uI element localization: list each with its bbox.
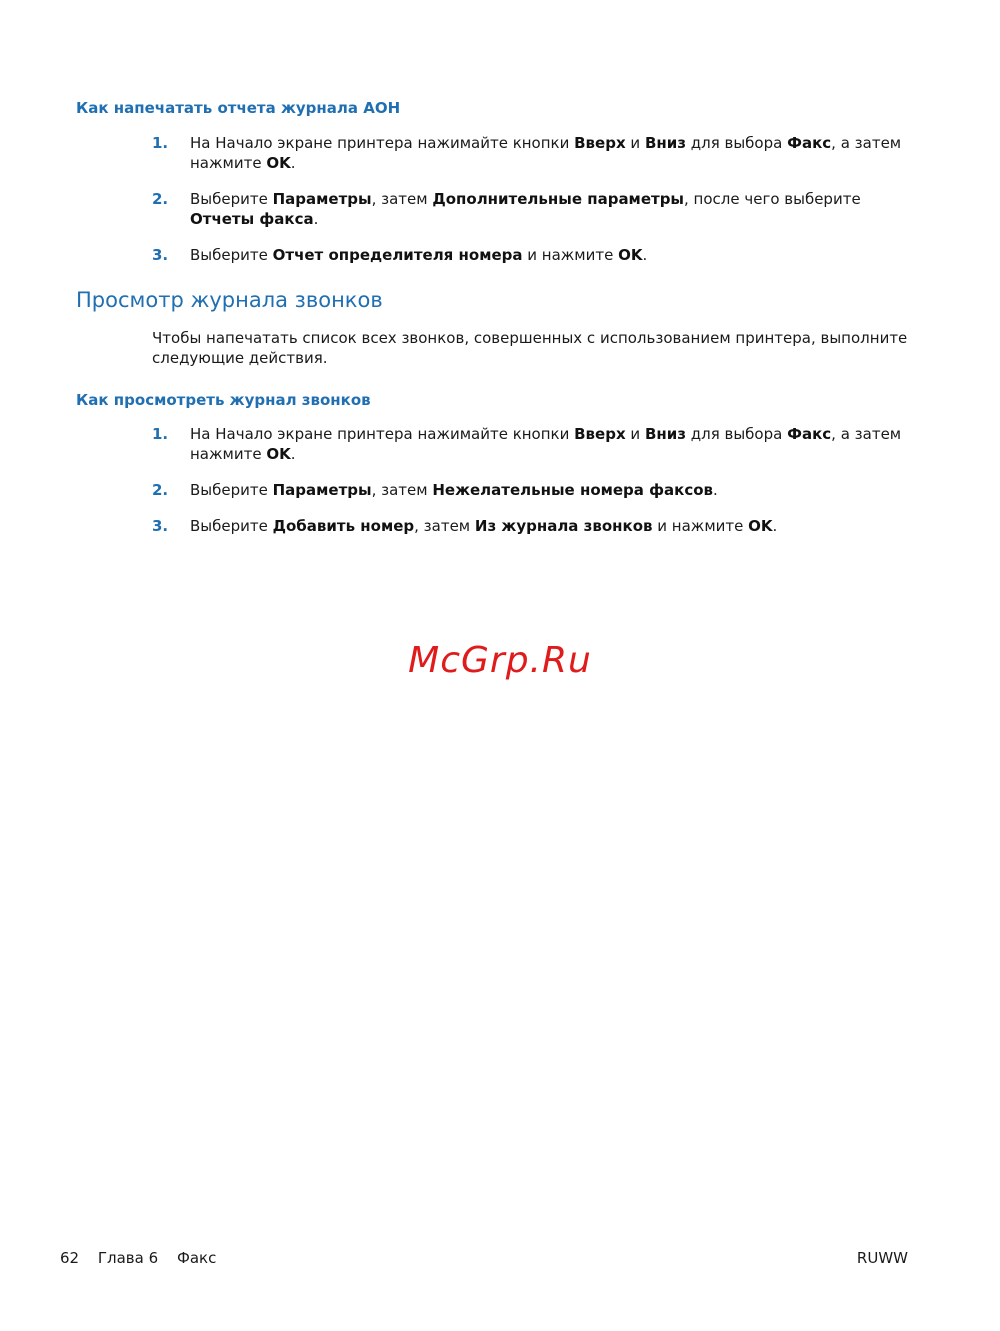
list-item (152, 133, 912, 173)
step-text-run: . (313, 210, 319, 228)
ui-term: Отчеты факса (190, 210, 314, 228)
step-number: 3. (152, 246, 169, 264)
ui-term: Из журнала звонков (474, 517, 653, 535)
step-text-run: На Начало экране принтера нажимайте кнопки (190, 134, 575, 152)
step-number: 2. (152, 481, 169, 499)
step-text (190, 246, 647, 264)
list-item (152, 245, 912, 265)
ui-term: OK (618, 246, 643, 264)
step-text-run: Выберите (190, 190, 273, 208)
step-text-run: . (642, 246, 648, 264)
step-text-run: , затем (371, 481, 433, 499)
step-text-run: . (772, 517, 778, 535)
page-number: 62 (60, 1249, 80, 1267)
list-item (152, 480, 912, 500)
step-text-run: и нажмите (652, 517, 749, 535)
step-text (190, 425, 901, 463)
ui-term: Добавить номер (272, 517, 415, 535)
step-text-run: На Начало экране принтера нажимайте кнопки (190, 425, 575, 443)
list-item (152, 516, 912, 536)
step-text-run: , затем (414, 517, 475, 535)
step-text-run: , а затем нажмите (190, 425, 902, 463)
page-footer-locale: RUWW (856, 1249, 908, 1267)
step-text-run: , после чего выберите (684, 190, 861, 208)
step-text-run: . (290, 445, 296, 463)
step-text-run: Выберите (190, 517, 273, 535)
step-number: 1. (152, 425, 169, 443)
step-text-run: , затем (371, 190, 433, 208)
ui-term: Вверх (574, 425, 626, 443)
ui-term: Вниз (644, 134, 686, 152)
ui-term: Дополнительные параметры (432, 190, 684, 208)
ui-term: Отчет определителя номера (272, 246, 523, 264)
steps-list-caller-id-report (152, 133, 912, 281)
step-text-run: и (625, 425, 645, 443)
steps-list-view-call-log (152, 424, 912, 552)
intro-paragraph: Чтобы напечатать список всех звонков, совершенных с использованием принтера, выполните следующие действия. (152, 329, 908, 367)
step-text (190, 481, 718, 499)
chapter-title: Факс (176, 1249, 217, 1267)
step-text (190, 190, 861, 228)
list-item (152, 189, 912, 229)
ui-term: OK (748, 517, 773, 535)
ui-term: OK (266, 154, 291, 172)
subheading-view-call-log: Как просмотреть журнал звонков (76, 391, 371, 409)
ui-term: Нежелательные номера факсов (432, 481, 714, 499)
page-footer-left (60, 1249, 230, 1267)
step-text-run: Выберите (190, 481, 273, 499)
step-text-run: , а затем нажмите (190, 134, 902, 172)
ui-term: Вверх (574, 134, 626, 152)
ui-term: Параметры (272, 190, 372, 208)
watermark-text: McGrp.Ru (408, 640, 592, 681)
step-number: 3. (152, 517, 169, 535)
ui-term: Вниз (644, 425, 686, 443)
step-text (190, 134, 901, 172)
chapter-label: Глава 6 (97, 1249, 159, 1267)
subheading-caller-id-report: Как напечатать отчета журнала АОН (76, 99, 401, 117)
step-text-run: и нажмите (522, 246, 619, 264)
step-text-run: Выберите (190, 246, 273, 264)
step-number: 1. (152, 134, 169, 152)
step-text (190, 517, 777, 535)
step-text-run: . (290, 154, 296, 172)
ui-term: Факс (787, 134, 832, 152)
ui-term: Параметры (272, 481, 372, 499)
step-text-run: для выбора (685, 425, 788, 443)
ui-term: OK (266, 445, 291, 463)
list-item (152, 424, 912, 464)
step-text-run: для выбора (685, 134, 788, 152)
step-text-run: и (625, 134, 645, 152)
step-text-run: . (713, 481, 718, 499)
step-number: 2. (152, 190, 169, 208)
section-heading-call-log: Просмотр журнала звонков (76, 288, 383, 312)
ui-term: Факс (787, 425, 832, 443)
